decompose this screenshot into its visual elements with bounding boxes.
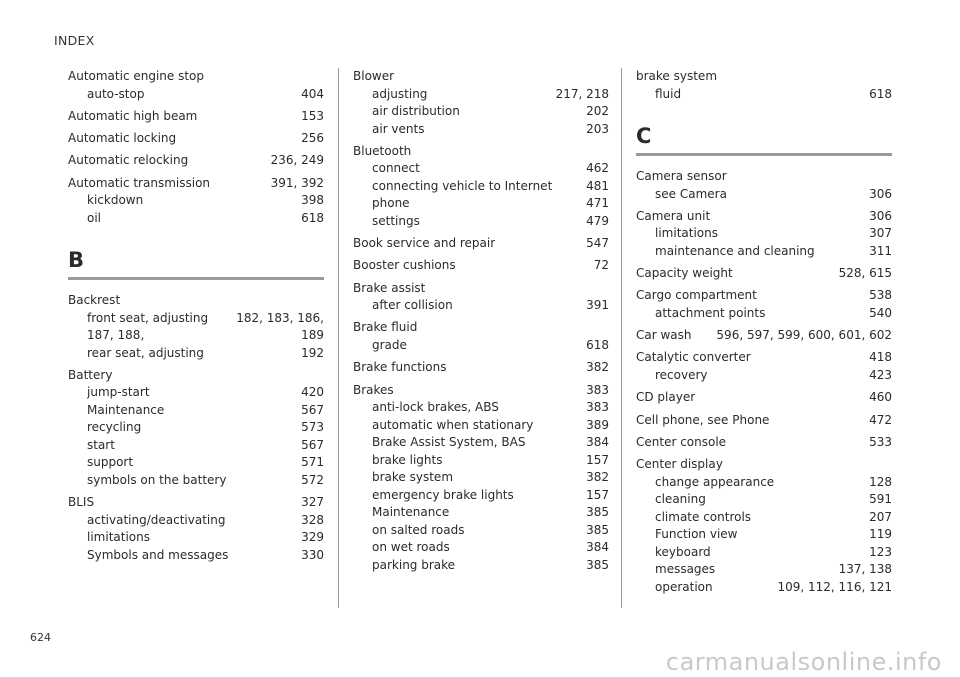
index-subentry <box>68 345 324 363</box>
page-refs: 123 <box>869 544 892 559</box>
page-refs: 311 <box>869 243 892 258</box>
index-column-2 <box>353 68 609 579</box>
page-refs: 202 <box>586 104 609 118</box>
page-refs: 307 <box>869 226 892 241</box>
index-subentry <box>636 305 892 323</box>
index-entry <box>68 130 324 148</box>
index-entry-row <box>636 287 892 305</box>
subentry-label: symbols on the battery <box>87 472 227 487</box>
subentry-label: Function view <box>655 527 738 542</box>
subentry-label: connect <box>372 161 420 176</box>
entry-label: Battery <box>68 367 113 382</box>
page-refs: 389 <box>586 417 609 432</box>
subentry-label: brake lights <box>372 452 443 467</box>
index-entry-row <box>353 68 609 86</box>
index-subentry <box>353 522 609 540</box>
index-subentry <box>353 297 609 315</box>
subentry-label: rear seat, adjusting <box>87 345 204 360</box>
subentry-label: cleaning <box>655 492 706 507</box>
page-refs: 391, 392 <box>270 175 324 190</box>
page-refs: 119 <box>869 527 892 542</box>
entry-label: Brake functions <box>353 360 447 375</box>
index-entry-row <box>68 494 324 512</box>
page-refs: 192 <box>301 345 324 360</box>
entry-label: Automatic transmission <box>68 175 211 190</box>
entry-label: Automatic locking <box>68 131 177 146</box>
page-refs: 385 <box>586 522 609 537</box>
page-refs: 182, 183, 186, <box>236 310 324 325</box>
subentry-label: 187, 188, <box>87 328 145 343</box>
page-refs: 137, 138 <box>838 562 892 577</box>
subentry-label: attachment points <box>655 305 766 320</box>
page-refs: 157 <box>586 452 609 467</box>
subentry-label: on wet roads <box>372 540 450 555</box>
index-subentry <box>353 504 609 522</box>
page-refs: 203 <box>586 121 609 136</box>
subentry-label: Symbols and messages <box>87 547 229 562</box>
page-refs: 471 <box>586 196 609 211</box>
index-entry <box>636 434 892 452</box>
subentry-label: messages <box>655 562 716 577</box>
page-refs: 573 <box>301 420 324 435</box>
page-refs: 382 <box>586 360 609 375</box>
index-subentry <box>68 512 324 530</box>
page-refs: 479 <box>586 213 609 228</box>
index-entry-row <box>353 235 609 253</box>
page-refs: 128 <box>869 474 892 489</box>
index-subentry <box>636 509 892 527</box>
index-subentry <box>68 210 324 228</box>
subentry-label: brake system <box>372 470 454 485</box>
subentry-label: see Camera <box>655 186 727 201</box>
index-subentry <box>353 434 609 452</box>
page-refs: 328 <box>301 512 324 527</box>
index-subentry <box>68 437 324 455</box>
subentry-label: emergency brake lights <box>372 487 514 502</box>
index-entry <box>353 143 609 231</box>
index-subentry <box>636 526 892 544</box>
entry-label: Bluetooth <box>353 143 412 158</box>
subentry-label: grade <box>372 337 407 352</box>
page-refs: 330 <box>301 547 324 562</box>
column-divider <box>338 68 339 608</box>
subentry-label: after collision <box>372 298 453 313</box>
index-entry-row <box>636 389 892 407</box>
entry-label: Automatic relocking <box>68 153 189 168</box>
index-subentry <box>636 367 892 385</box>
page-refs: 329 <box>301 530 324 545</box>
page-refs: 540 <box>869 305 892 320</box>
index-entry-row <box>353 319 609 337</box>
index-entry <box>68 108 324 126</box>
index-subentry <box>353 539 609 557</box>
index-entry-row <box>636 412 892 430</box>
index-entry-row <box>68 152 324 170</box>
page-number: 624 <box>30 631 51 644</box>
entry-label: Blower <box>353 69 395 83</box>
subentry-label: recovery <box>655 367 708 382</box>
index-subentry <box>353 337 609 355</box>
subentry-label: jump-start <box>87 385 150 400</box>
index-entry <box>636 68 892 103</box>
page-refs: 398 <box>301 193 324 208</box>
page-refs: 571 <box>301 455 324 470</box>
index-entry-row <box>636 265 892 283</box>
page-refs: 533 <box>869 434 892 449</box>
index-subentry <box>68 454 324 472</box>
entry-label: BLIS <box>68 495 95 510</box>
page-refs: 384 <box>586 540 609 555</box>
index-subentry <box>68 327 324 345</box>
entry-label: Brakes <box>353 382 394 397</box>
page-refs: 460 <box>869 390 892 405</box>
index-subentry <box>353 160 609 178</box>
entry-label: CD player <box>636 390 696 405</box>
index-subentry <box>636 474 892 492</box>
section-rule <box>68 277 324 280</box>
entry-label: Booster cushions <box>353 258 456 273</box>
entry-label: Brake assist <box>353 280 426 295</box>
index-subentry <box>636 186 892 204</box>
index-subentry <box>68 419 324 437</box>
page-refs: 423 <box>869 367 892 382</box>
page-refs: 306 <box>869 186 892 201</box>
index-entry <box>353 257 609 275</box>
page-refs: 153 <box>301 108 324 123</box>
entry-label: Cargo compartment <box>636 288 757 303</box>
index-entry <box>68 68 324 103</box>
entry-label: Catalytic converter <box>636 350 751 365</box>
entry-label: Camera unit <box>636 208 711 223</box>
page-refs: 572 <box>301 472 324 487</box>
index-subentry <box>353 417 609 435</box>
page-refs: 420 <box>301 385 324 400</box>
index-entry <box>68 494 324 564</box>
index-column-1 <box>68 68 324 569</box>
index-subentry <box>636 491 892 509</box>
subentry-label: oil <box>87 210 102 225</box>
section-letter-heading <box>636 123 892 156</box>
page-refs: 418 <box>869 350 892 365</box>
index-subentry <box>353 557 609 575</box>
subentry-label: climate controls <box>655 509 752 524</box>
index-entry-row <box>353 257 609 275</box>
index-subentry <box>68 402 324 420</box>
subentry-label: limitations <box>655 226 718 241</box>
index-entry <box>636 349 892 384</box>
index-entry <box>68 367 324 490</box>
entry-label: Automatic high beam <box>68 108 198 123</box>
index-entry <box>353 382 609 575</box>
index-entry <box>636 412 892 430</box>
section-letter-heading <box>68 247 324 280</box>
page-refs: 618 <box>586 337 609 352</box>
entry-label: Camera sensor <box>636 169 727 183</box>
entry-label: Center console <box>636 434 727 449</box>
subentry-label: automatic when stationary <box>372 417 534 432</box>
page-refs: 383 <box>586 382 609 397</box>
page-refs: 591 <box>869 492 892 507</box>
subentry-label: settings <box>372 213 420 228</box>
subentry-label: Brake Assist System, BAS <box>372 435 526 450</box>
index-subentry <box>68 384 324 402</box>
page-refs: 596, 597, 599, 600, 601, 602 <box>716 328 892 343</box>
page-refs: 327 <box>301 495 324 510</box>
page-refs: 618 <box>869 86 892 101</box>
index-entry-row <box>636 168 892 186</box>
index-subentry <box>353 399 609 417</box>
entry-label: Brake fluid <box>353 320 418 335</box>
subentry-label: kickdown <box>87 193 144 208</box>
index-subentry <box>353 121 609 139</box>
page-refs: 538 <box>869 288 892 303</box>
index-entry <box>636 327 892 345</box>
index-entry-row <box>636 208 892 226</box>
page-refs: 472 <box>869 412 892 427</box>
subentry-label: support <box>87 455 134 470</box>
subentry-label: change appearance <box>655 474 775 489</box>
index-subentry <box>353 452 609 470</box>
index-subentry <box>353 213 609 231</box>
index-subentry <box>353 103 609 121</box>
page-refs: 462 <box>586 161 609 176</box>
index-subentry <box>68 86 324 104</box>
section-letter: C <box>636 124 652 148</box>
page-refs: 618 <box>301 210 324 225</box>
subentry-label: air vents <box>372 121 425 136</box>
index-subentry <box>353 469 609 487</box>
index-subentry <box>353 86 609 104</box>
index-entry <box>68 152 324 170</box>
index-entry <box>353 235 609 253</box>
index-entry-row <box>636 349 892 367</box>
index-entry <box>353 68 609 138</box>
index-subentry <box>636 579 892 597</box>
subentry-label: activating/deactivating <box>87 512 226 527</box>
index-entry-row <box>68 175 324 193</box>
section-rule <box>636 153 892 156</box>
subentry-label: air distribution <box>372 104 460 118</box>
column-divider <box>621 68 622 608</box>
subentry-label: keyboard <box>655 544 711 559</box>
page-refs: 109, 112, 116, 121 <box>777 579 892 594</box>
subentry-label: connecting vehicle to Internet <box>372 178 553 193</box>
index-subentry <box>636 243 892 261</box>
page-refs: 547 <box>586 236 609 251</box>
subentry-label: operation <box>655 579 713 594</box>
entry-label: Capacity weight <box>636 266 733 281</box>
index-subentry <box>636 544 892 562</box>
page-refs: 189 <box>301 328 324 343</box>
index-subentry <box>68 192 324 210</box>
subentry-label: front seat, adjusting <box>87 310 209 325</box>
index-entry-row <box>636 327 892 345</box>
index-subentry <box>68 472 324 490</box>
subentry-label: phone <box>372 196 410 211</box>
watermark-text: carmanualsonline.info <box>665 648 942 676</box>
index-subentry <box>353 178 609 196</box>
index-entry-row <box>68 68 324 86</box>
page-refs: 306 <box>869 208 892 223</box>
page-refs: 385 <box>586 557 609 572</box>
entry-label: Center display <box>636 457 723 472</box>
index-entry-row <box>353 280 609 298</box>
index-subentry <box>636 561 892 579</box>
entry-label: Car wash <box>636 328 692 343</box>
index-entry <box>353 280 609 315</box>
page-refs: 207 <box>869 509 892 524</box>
subentry-label: maintenance and cleaning <box>655 243 815 258</box>
index-column-3 <box>636 68 892 601</box>
page-refs: 567 <box>301 402 324 417</box>
page-refs: 567 <box>301 437 324 452</box>
entry-label: Cell phone, see Phone <box>636 412 770 427</box>
subentry-label: adjusting <box>372 86 428 101</box>
index-entry-row <box>68 367 324 385</box>
index-subentry <box>68 310 324 328</box>
section-letter: B <box>68 248 85 273</box>
index-entry <box>636 168 892 203</box>
subentry-label: fluid <box>655 86 682 101</box>
index-entry <box>353 359 609 377</box>
index-entry <box>636 456 892 596</box>
index-entry-row <box>68 292 324 310</box>
page-refs: 481 <box>586 178 609 193</box>
index-subentry <box>636 86 892 104</box>
page-refs: 157 <box>586 487 609 502</box>
index-entry-row <box>353 359 609 377</box>
index-entry <box>353 319 609 354</box>
subentry-label: limitations <box>87 530 150 545</box>
index-entry <box>636 208 892 261</box>
subentry-label: on salted roads <box>372 522 465 537</box>
page-refs: 391 <box>586 298 609 313</box>
subentry-label: Maintenance <box>87 402 165 417</box>
entry-label: Backrest <box>68 293 121 308</box>
index-entry <box>636 265 892 283</box>
index-entry-row <box>636 434 892 452</box>
index-entry-row <box>636 456 892 474</box>
subentry-label: auto-stop <box>87 86 145 101</box>
index-subentry <box>353 487 609 505</box>
page-refs: 384 <box>586 435 609 450</box>
page-refs: 528, 615 <box>838 266 892 281</box>
subentry-label: recycling <box>87 420 142 435</box>
page-header-title: INDEX <box>54 33 95 48</box>
subentry-label: Maintenance <box>372 505 450 520</box>
index-entry-row <box>68 130 324 148</box>
page-refs: 236, 249 <box>270 153 324 168</box>
index-subentry <box>353 195 609 213</box>
index-entry <box>636 287 892 322</box>
index-entry-row <box>636 68 892 86</box>
page-refs: 385 <box>586 505 609 520</box>
entry-label: Book service and repair <box>353 236 496 251</box>
page-refs: 404 <box>301 86 324 101</box>
subentry-label: start <box>87 437 115 452</box>
index-entry <box>636 389 892 407</box>
index-entry-row <box>68 108 324 126</box>
subentry-label: parking brake <box>372 557 456 572</box>
page-refs: 217, 218 <box>555 86 609 101</box>
index-subentry <box>68 529 324 547</box>
subentry-label: anti-lock brakes, ABS <box>372 400 499 415</box>
entry-label: brake system <box>636 69 718 83</box>
index-entry <box>68 175 324 228</box>
entry-label: Automatic engine stop <box>68 69 205 83</box>
page-refs: 382 <box>586 470 609 485</box>
index-subentry <box>68 547 324 565</box>
page-refs: 72 <box>593 258 609 273</box>
index-subentry <box>636 225 892 243</box>
index-entry-row <box>353 143 609 161</box>
page-refs: 256 <box>301 131 324 146</box>
page-refs: 383 <box>586 400 609 415</box>
index-entry-row <box>353 382 609 400</box>
index-entry <box>68 292 324 362</box>
